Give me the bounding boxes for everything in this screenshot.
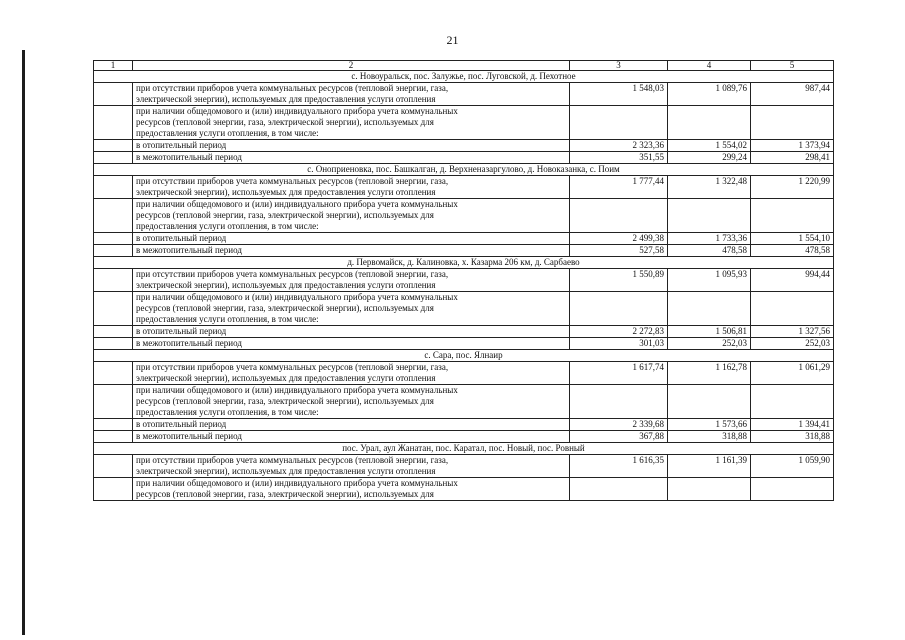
column-header-3: 3: [570, 61, 668, 71]
row-number-cell: [94, 478, 133, 501]
value-cell-col-5: 1 327,56: [751, 326, 834, 338]
section-location: с. Сара, пос. Ялнаир: [94, 350, 834, 362]
description-line: при наличии общедомового и (или) индивидуального прибора учета коммунальных: [136, 106, 458, 116]
description-line: электрической энергии), используемых для предоставления услуги отопления: [136, 94, 436, 104]
description-line: при наличии общедомового и (или) индивидуального прибора учета коммунальных: [136, 292, 458, 302]
value-cell-col-3: 1 777,44: [570, 176, 668, 199]
table-row: [94, 269, 834, 292]
value-cell-col-4: [668, 385, 751, 419]
value-cell-col-5: 994,44: [751, 269, 834, 292]
description-line: предоставления услуги отопления, в том числе:: [136, 407, 319, 417]
table-row: [94, 245, 834, 257]
row-description-cell: [133, 140, 570, 152]
description-line: электрической энергии), используемых для предоставления услуги отопления: [136, 373, 436, 383]
value-cell-col-3: 2 272,83: [570, 326, 668, 338]
value-cell-col-3: 527,58: [570, 245, 668, 257]
value-cell-col-5: [751, 106, 834, 140]
table-row: [94, 419, 834, 431]
description-line: при наличии общедомового и (или) индивидуального прибора учета коммунальных: [136, 199, 458, 209]
value-cell-col-5: 1 554,10: [751, 233, 834, 245]
table-row: [94, 83, 834, 106]
row-description-cell: [133, 83, 570, 106]
description-line: в отопительный период: [136, 233, 227, 243]
row-description-cell: [133, 292, 570, 326]
value-cell-col-5: 478,58: [751, 245, 834, 257]
description-line: предоставления услуги отопления, в том числе:: [136, 128, 319, 138]
value-cell-col-5: 298,41: [751, 152, 834, 164]
table-row: [94, 431, 834, 443]
row-number-cell: [94, 338, 133, 350]
row-number-cell: [94, 269, 133, 292]
value-cell-col-5: 987,44: [751, 83, 834, 106]
section-location-row: [94, 443, 834, 455]
value-cell-col-4: [668, 199, 751, 233]
value-cell-col-4: 1 095,93: [668, 269, 751, 292]
value-cell-col-5: 1 059,90: [751, 455, 834, 478]
table-row: [94, 478, 834, 501]
row-number-cell: [94, 106, 133, 140]
description-line: в межотопительный период: [136, 245, 242, 255]
description-line: в межотопительный период: [136, 338, 242, 348]
column-header-2: 2: [133, 61, 570, 71]
row-number-cell: [94, 152, 133, 164]
description-line: электрической энергии), используемых для предоставления услуги отопления: [136, 280, 436, 290]
value-cell-col-5: [751, 199, 834, 233]
value-cell-col-3: 351,55: [570, 152, 668, 164]
description-line: ресурсов (тепловой энергии, газа, электрической энергии), используемых для: [136, 489, 434, 499]
description-line: предоставления услуги отопления, в том числе:: [136, 314, 319, 324]
row-number-cell: [94, 199, 133, 233]
row-number-cell: [94, 455, 133, 478]
section-location-row: [94, 164, 834, 176]
value-cell-col-3: 1 548,03: [570, 83, 668, 106]
value-cell-col-4: [668, 292, 751, 326]
description-line: ресурсов (тепловой энергии, газа, электрической энергии), используемых для: [136, 303, 434, 313]
section-location: д. Первомайск, д. Калиновка, х. Казарма 206 км, д. Сарбаево: [94, 257, 834, 269]
row-number-cell: [94, 431, 133, 443]
row-number-cell: [94, 292, 133, 326]
page-number: 21: [446, 33, 459, 47]
description-line: при наличии общедомового и (или) индивидуального прибора учета коммунальных: [136, 478, 458, 488]
description-line: при отсутствии приборов учета коммунальных ресурсов (тепловой энергии, газа,: [136, 455, 449, 465]
value-cell-col-4: 318,88: [668, 431, 751, 443]
value-cell-col-5: 1 061,29: [751, 362, 834, 385]
value-cell-col-4: 1 322,48: [668, 176, 751, 199]
value-cell-col-3: 367,88: [570, 431, 668, 443]
value-cell-col-5: [751, 292, 834, 326]
value-cell-col-3: 2 323,36: [570, 140, 668, 152]
value-cell-col-3: [570, 385, 668, 419]
description-line: при отсутствии приборов учета коммунальных ресурсов (тепловой энергии, газа,: [136, 362, 449, 372]
table-row: [94, 292, 834, 326]
row-description-cell: [133, 385, 570, 419]
description-line: при наличии общедомового и (или) индивидуального прибора учета коммунальных: [136, 385, 458, 395]
value-cell-col-4: 1 506,81: [668, 326, 751, 338]
row-description-cell: [133, 478, 570, 501]
section-location: с. Новоуральск, пос. Залужье, пос. Луговской, д. Пехотное: [94, 71, 834, 83]
section-location-row: [94, 71, 834, 83]
row-description-cell: [133, 233, 570, 245]
row-description-cell: [133, 152, 570, 164]
value-cell-col-4: 1 573,66: [668, 419, 751, 431]
row-description-cell: [133, 199, 570, 233]
row-number-cell: [94, 140, 133, 152]
row-description-cell: [133, 362, 570, 385]
section-location: с. Оноприеновка, пос. Башкалган, д. Верхненазаргулово, д. Новоказанка, с. Поим: [94, 164, 834, 176]
value-cell-col-4: 1 554,02: [668, 140, 751, 152]
value-cell-col-3: 1 617,74: [570, 362, 668, 385]
description-line: ресурсов (тепловой энергии, газа, электрической энергии), используемых для: [136, 210, 434, 220]
value-cell-col-3: 2 499,38: [570, 233, 668, 245]
description-line: в отопительный период: [136, 326, 227, 336]
table-row: [94, 338, 834, 350]
row-description-cell: [133, 245, 570, 257]
value-cell-col-4: 478,58: [668, 245, 751, 257]
column-header-1: 1: [94, 61, 133, 71]
description-line: в отопительный период: [136, 419, 227, 429]
binding-edge-line: [22, 50, 25, 635]
row-description-cell: [133, 176, 570, 199]
table-row: [94, 140, 834, 152]
description-line: при отсутствии приборов учета коммунальных ресурсов (тепловой энергии, газа,: [136, 83, 449, 93]
table-row: [94, 199, 834, 233]
table-row: [94, 362, 834, 385]
value-cell-col-4: 1 161,39: [668, 455, 751, 478]
row-number-cell: [94, 326, 133, 338]
table-row: [94, 233, 834, 245]
table-row: [94, 385, 834, 419]
table-row: [94, 106, 834, 140]
value-cell-col-3: [570, 292, 668, 326]
value-cell-col-5: 252,03: [751, 338, 834, 350]
value-cell-col-5: [751, 385, 834, 419]
section-location-row: [94, 257, 834, 269]
row-number-cell: [94, 176, 133, 199]
value-cell-col-4: 1 162,78: [668, 362, 751, 385]
row-description-cell: [133, 431, 570, 443]
description-line: ресурсов (тепловой энергии, газа, электрической энергии), используемых для: [136, 396, 434, 406]
table-row: [94, 152, 834, 164]
row-description-cell: [133, 338, 570, 350]
row-number-cell: [94, 385, 133, 419]
value-cell-col-4: [668, 106, 751, 140]
row-description-cell: [133, 326, 570, 338]
value-cell-col-5: 318,88: [751, 431, 834, 443]
value-cell-col-4: 299,24: [668, 152, 751, 164]
value-cell-col-3: 1 616,35: [570, 455, 668, 478]
table-header-row: [94, 61, 834, 71]
value-cell-col-3: 1 550,89: [570, 269, 668, 292]
tariff-table: [93, 60, 834, 501]
description-line: в межотопительный период: [136, 152, 242, 162]
description-line: при отсутствии приборов учета коммунальных ресурсов (тепловой энергии, газа,: [136, 269, 449, 279]
description-line: в межотопительный период: [136, 431, 242, 441]
table-row: [94, 326, 834, 338]
description-line: при отсутствии приборов учета коммунальных ресурсов (тепловой энергии, газа,: [136, 176, 449, 186]
value-cell-col-3: [570, 106, 668, 140]
row-number-cell: [94, 245, 133, 257]
row-description-cell: [133, 106, 570, 140]
row-description-cell: [133, 419, 570, 431]
value-cell-col-4: 252,03: [668, 338, 751, 350]
column-header-5: 5: [751, 61, 834, 71]
value-cell-col-4: 1 089,76: [668, 83, 751, 106]
value-cell-col-5: 1 373,94: [751, 140, 834, 152]
description-line: предоставления услуги отопления, в том числе:: [136, 221, 319, 231]
value-cell-col-3: [570, 199, 668, 233]
description-line: в отопительный период: [136, 140, 227, 150]
row-description-cell: [133, 455, 570, 478]
value-cell-col-5: 1 394,41: [751, 419, 834, 431]
table-row: [94, 455, 834, 478]
row-number-cell: [94, 362, 133, 385]
value-cell-col-5: 1 220,99: [751, 176, 834, 199]
value-cell-col-3: 2 339,68: [570, 419, 668, 431]
value-cell-col-3: [570, 478, 668, 501]
row-number-cell: [94, 233, 133, 245]
value-cell-col-5: [751, 478, 834, 501]
description-line: ресурсов (тепловой энергии, газа, электрической энергии), используемых для: [136, 117, 434, 127]
row-number-cell: [94, 83, 133, 106]
value-cell-col-3: 301,03: [570, 338, 668, 350]
section-location-row: [94, 350, 834, 362]
description-line: электрической энергии), используемых для предоставления услуги отопления: [136, 187, 436, 197]
description-line: электрической энергии), используемых для предоставления услуги отопления: [136, 466, 436, 476]
row-number-cell: [94, 419, 133, 431]
section-location: пос. Урал, аул Жанатан, пос. Каратал, пос. Новый, пос. Ровный: [94, 443, 834, 455]
column-header-4: 4: [668, 61, 751, 71]
row-description-cell: [133, 269, 570, 292]
value-cell-col-4: [668, 478, 751, 501]
table-row: [94, 176, 834, 199]
value-cell-col-4: 1 733,36: [668, 233, 751, 245]
